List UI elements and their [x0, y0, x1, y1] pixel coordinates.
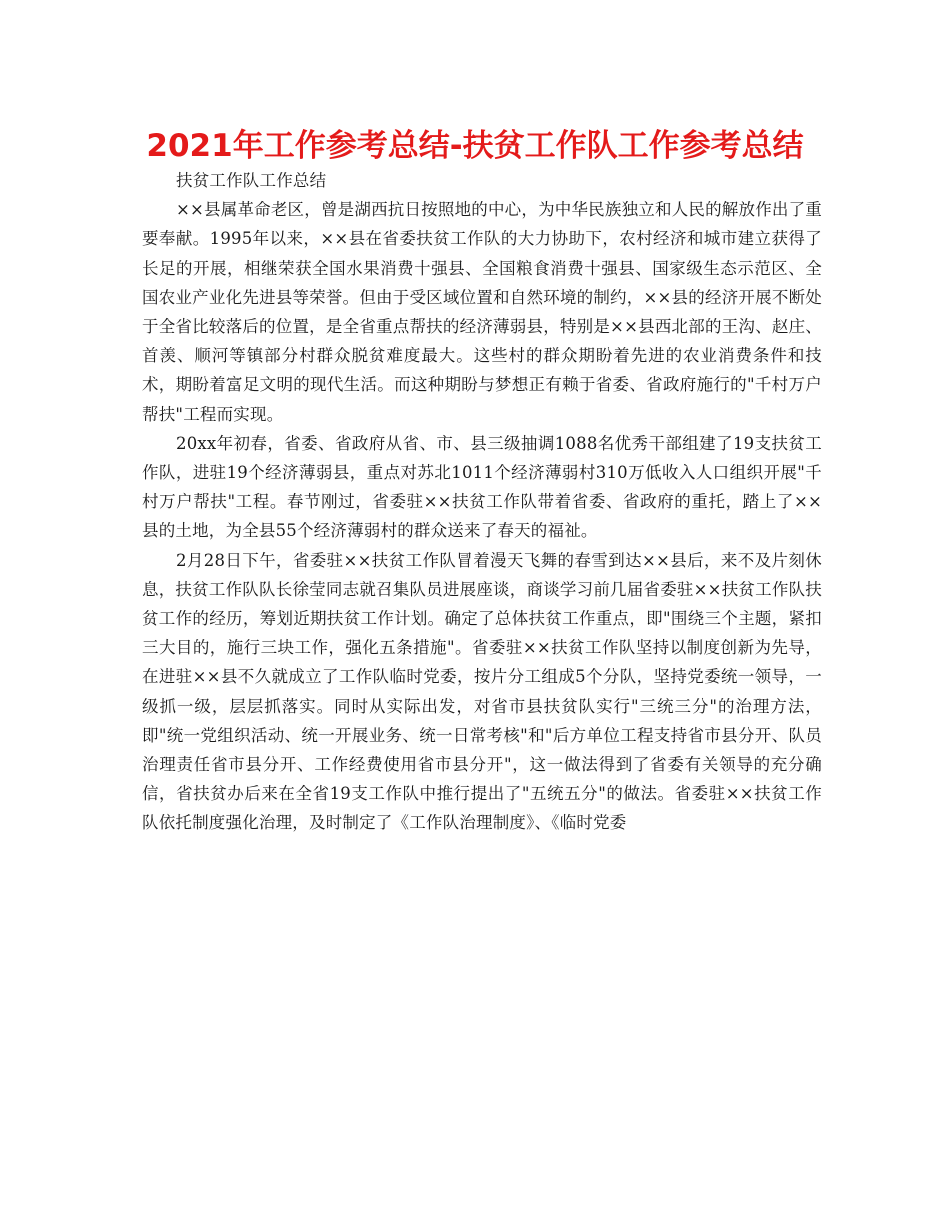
document-body — [142, 166, 822, 838]
document-subtitle: 扶贫工作队工作总结 — [176, 171, 327, 190]
paragraph-1: ××县属革命老区，曾是湖西抗日按照地的中心，为中华民族独立和人民的解放作出了重要奉献。1995年以来，××县在省委扶贫工作队的大力协助下，农村经济和城市建立获得了长足的开展，相继荣获全国水果消费十强县、全国粮食消费十强县、国家级生态示范区、全国农业产业化先进县等荣誉。但由于受区域位置和自然环境的制约，××县的经济开展不断处于全省比较落后的位置，是全省重点帮扶的经济薄弱县，特别是××县西北部的王沟、赵庄、首羡、顺河等镇部分村群众脱贫难度最大。这些村的群众期盼着先进的农业消费条件和技术，期盼着富足文明的现代生活。而这种期盼与梦想正有赖于省委、省政府施行的"千村万户帮扶"工程而实现。 — [142, 200, 822, 424]
paragraph-2: 20xx年初春，省委、省政府从省、市、县三级抽调1088名优秀干部组建了19支扶贫工作队，进驻19个经济薄弱县，重点对苏北1011个经济薄弱村310万低收入人口组织开展"千村万户帮扶"工程。春节刚过，省委驻××扶贫工作队带着省委、省政府的重托，踏上了××县的土地，为全县55个经济薄弱村的群众送来了春天的福祉。 — [142, 433, 822, 541]
document-title: 2021年工作参考总结-扶贫工作队工作参考总结 — [146, 128, 804, 164]
paragraph-3: 2月28日下午，省委驻××扶贫工作队冒着漫天飞舞的春雪到达××县后，来不及片刻休息，扶贫工作队队长徐莹同志就召集队员进展座谈，商谈学习前几届省委驻××扶贫工作队扶贫工作的经历，筹划近期扶贫工作计划。确定了总体扶贫工作重点，即"围绕三个主题，紧扣三大目的，施行三块工作，强化五条措施"。省委驻××扶贫工作队坚持以制度创新为先导，在进驻××县不久就成立了工作队临时党委，按片分工组成5个分队，坚持党委统一领导，一级抓一级，层层抓落实。同时从实际出发，对省市县扶贫队实行"三统三分"的治理方法，即"统一党组织活动、统一开展业务、统一日常考核"和"后方单位工程支持省市县分开、队员治理责任省市县分开、工作经费使用省市县分开"，这一做法得到了省委有关领导的充分确信，省扶贫办后来在全省19支工作队中推行提出了"五统五分"的做法。省委驻××扶贫工作队依托制度强化治理，及时制定了《工作队治理制度》、《临时党委 — [142, 550, 822, 833]
